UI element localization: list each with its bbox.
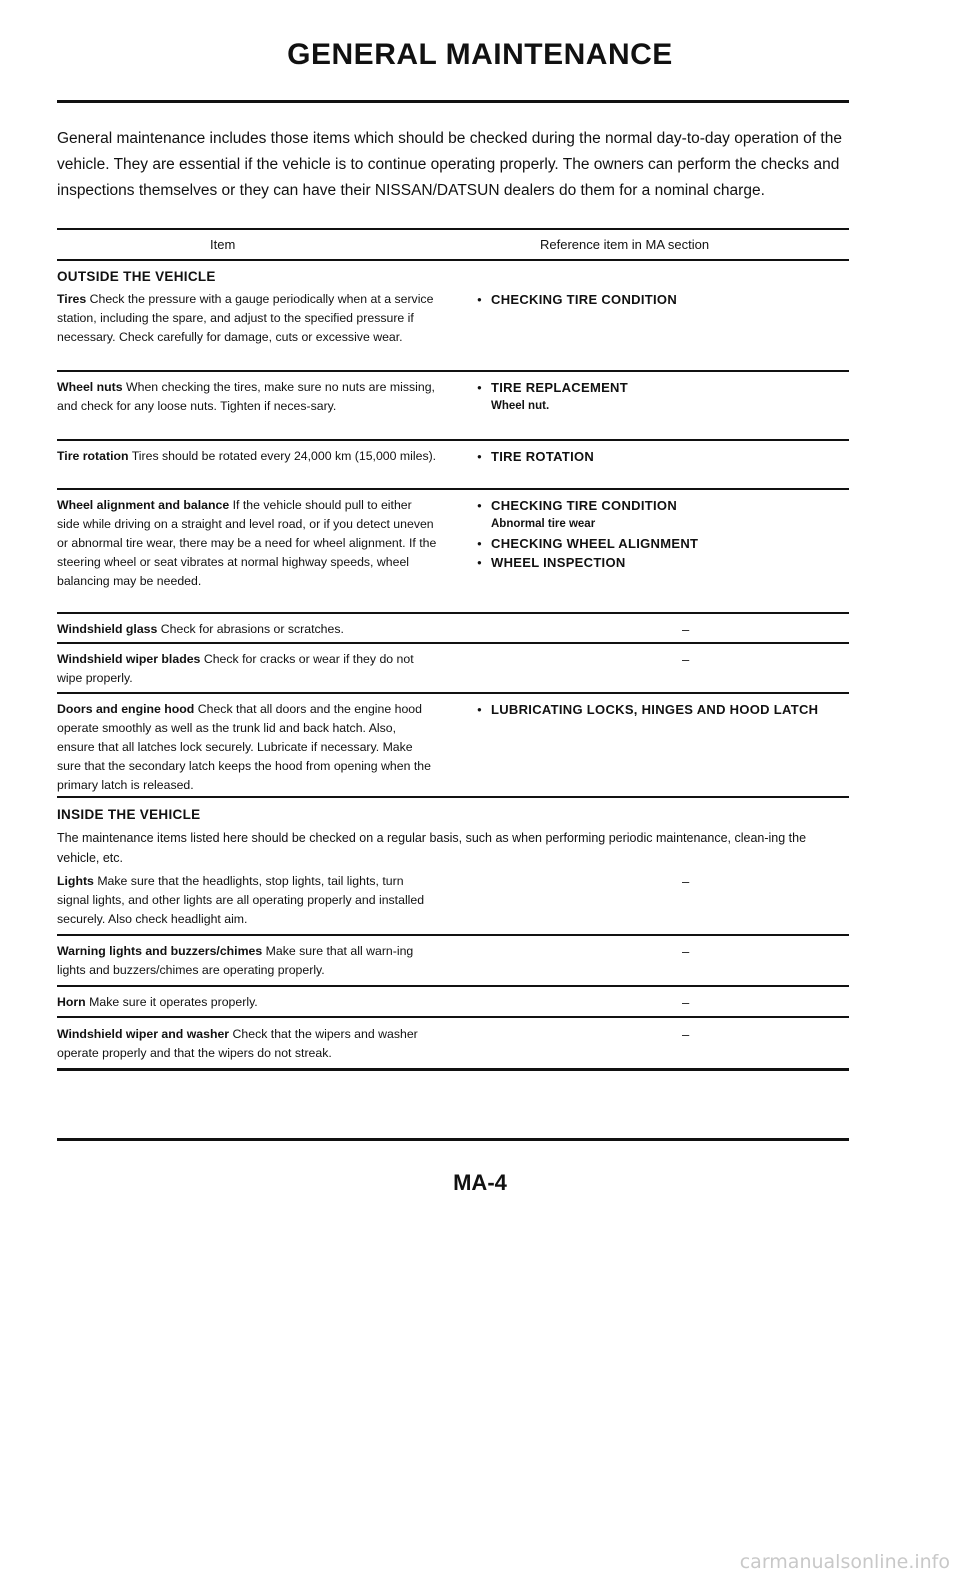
row-description	[57, 700, 437, 795]
row-text: Check for abrasions or scratches.	[160, 622, 344, 636]
row-description	[57, 872, 437, 929]
row-label: Wheel alignment and balance	[57, 498, 230, 512]
reference-subitem: Wheel nut.	[491, 400, 550, 412]
table-top-rule	[57, 228, 849, 230]
row-description	[57, 942, 437, 980]
row-label: Lights	[57, 874, 94, 888]
section-note: The maintenance items listed here should be checked on a regular basis, such as when performing periodic maintenance, clean-ing the vehicle, etc.	[57, 831, 807, 865]
row-reference	[477, 290, 849, 309]
reference-subitem: Abnormal tire wear	[491, 518, 596, 530]
reference-item: ● TIRE REPLACEMENT	[477, 378, 849, 397]
reference-none: –	[682, 622, 690, 637]
row-label: Windshield glass	[57, 622, 158, 636]
reference-none: –	[682, 874, 690, 889]
row-rule	[57, 985, 849, 987]
reference-none: –	[682, 995, 690, 1010]
row-text: Check the pressure with a gauge periodically when at a service station, including the spare, and adjust to the specified pressure if necessary. Check carefully for damage, cuts or excessive wear.	[57, 292, 434, 344]
row-rule	[57, 612, 849, 614]
reference-item: ● LUBRICATING LOCKS, HINGES AND HOOD LATCH	[477, 700, 849, 719]
row-description	[57, 650, 437, 688]
row-label: Windshield wiper blades	[57, 652, 201, 666]
row-rule	[57, 439, 849, 441]
row-text: Make sure that the headlights, stop lights, tail lights, turn signal lights, and other lights are all operating properly and installed securely. Also check headlight aim.	[57, 874, 425, 926]
reference-none: –	[682, 1027, 690, 1042]
row-text: Check that the wipers and washer operate properly and that the wipers do not streak.	[57, 1027, 418, 1060]
row-label: Wheel nuts	[57, 380, 123, 394]
column-header-reference: Reference item in MA section	[540, 237, 710, 252]
section-heading-outside: OUTSIDE THE VEHICLE	[57, 269, 216, 284]
reference-item: ● CHECKING TIRE CONDITION	[477, 290, 849, 309]
row-rule	[57, 642, 849, 644]
row-text: Make sure that all warn-ing lights and buzzers/chimes are operating properly.	[57, 944, 414, 977]
reference-item: ● CHECKING TIRE CONDITION	[477, 496, 849, 515]
row-text: If the vehicle should pull to either side while driving on a straight and level road, or if you detect uneven or abnormal tire wear, there may be a need for wheel alignment. If the steering wheel or seat vibrates at normal highway speeds, wheel balancing may be needed.	[57, 498, 437, 588]
row-description	[57, 378, 437, 416]
row-text: Tires should be rotated every 24,000 km (15,000 miles).	[131, 449, 437, 463]
reference-item: ● TIRE ROTATION	[477, 447, 849, 466]
reference-item: ● CHECKING WHEEL ALIGNMENT	[477, 534, 849, 553]
intro-paragraph: General maintenance includes those items which should be checked during the normal day-to-day operation of the vehicle. They are essential if the vehicle is to continue operating properly. The owners can perform the checks and inspections themselves or they can have their NISSAN/DATSUN dealers do them for a nominal charge.	[57, 130, 842, 199]
row-label: Warning lights and buzzers/chimes	[57, 944, 263, 958]
row-reference	[477, 700, 849, 719]
row-label: Tire rotation	[57, 449, 129, 463]
row-text: Check for cracks or wear if they do not wipe properly.	[57, 652, 414, 685]
row-rule	[57, 370, 849, 372]
row-label: Doors and engine hood	[57, 702, 195, 716]
watermark: carmanualsonline.info	[739, 1551, 950, 1573]
row-label: Windshield wiper and washer	[57, 1027, 230, 1041]
row-text: When checking the tires, make sure no nuts are missing, and check for any loose nuts. Tighten if neces-sary.	[57, 380, 435, 413]
row-reference	[477, 378, 849, 416]
reference-none: –	[682, 652, 690, 667]
title-rule	[57, 100, 849, 103]
row-reference	[477, 496, 849, 572]
column-header-item: Item	[210, 237, 236, 252]
footer-rule	[57, 1138, 849, 1141]
row-description	[57, 620, 437, 639]
row-text: Make sure it operates properly.	[89, 995, 258, 1009]
row-reference	[477, 447, 849, 466]
row-text: Check that all doors and the engine hood operate smoothly as well as the trunk lid and back hatch. Also, ensure that all latches lock securely. Lubricate if necessary. Make sure that the secondary latch keeps the hood from opening when the primary latch is released.	[57, 702, 431, 792]
table-bottom-rule	[57, 1068, 849, 1071]
row-rule	[57, 1016, 849, 1018]
header-rule	[57, 259, 849, 261]
row-description	[57, 1025, 437, 1063]
row-rule	[57, 934, 849, 936]
row-description	[57, 993, 437, 1012]
row-description	[57, 496, 437, 591]
row-rule	[57, 488, 849, 490]
section-heading-inside: INSIDE THE VEHICLE	[57, 807, 201, 822]
reference-item: ● WHEEL INSPECTION	[477, 553, 849, 572]
reference-none: –	[682, 944, 690, 959]
row-label: Horn	[57, 995, 86, 1009]
page-number: MA-4	[453, 1170, 507, 1195]
page-title: GENERAL MAINTENANCE	[287, 38, 673, 71]
row-rule	[57, 692, 849, 694]
row-label: Tires	[57, 292, 87, 306]
row-description	[57, 447, 437, 466]
row-description	[57, 290, 437, 347]
section-rule	[57, 796, 849, 798]
